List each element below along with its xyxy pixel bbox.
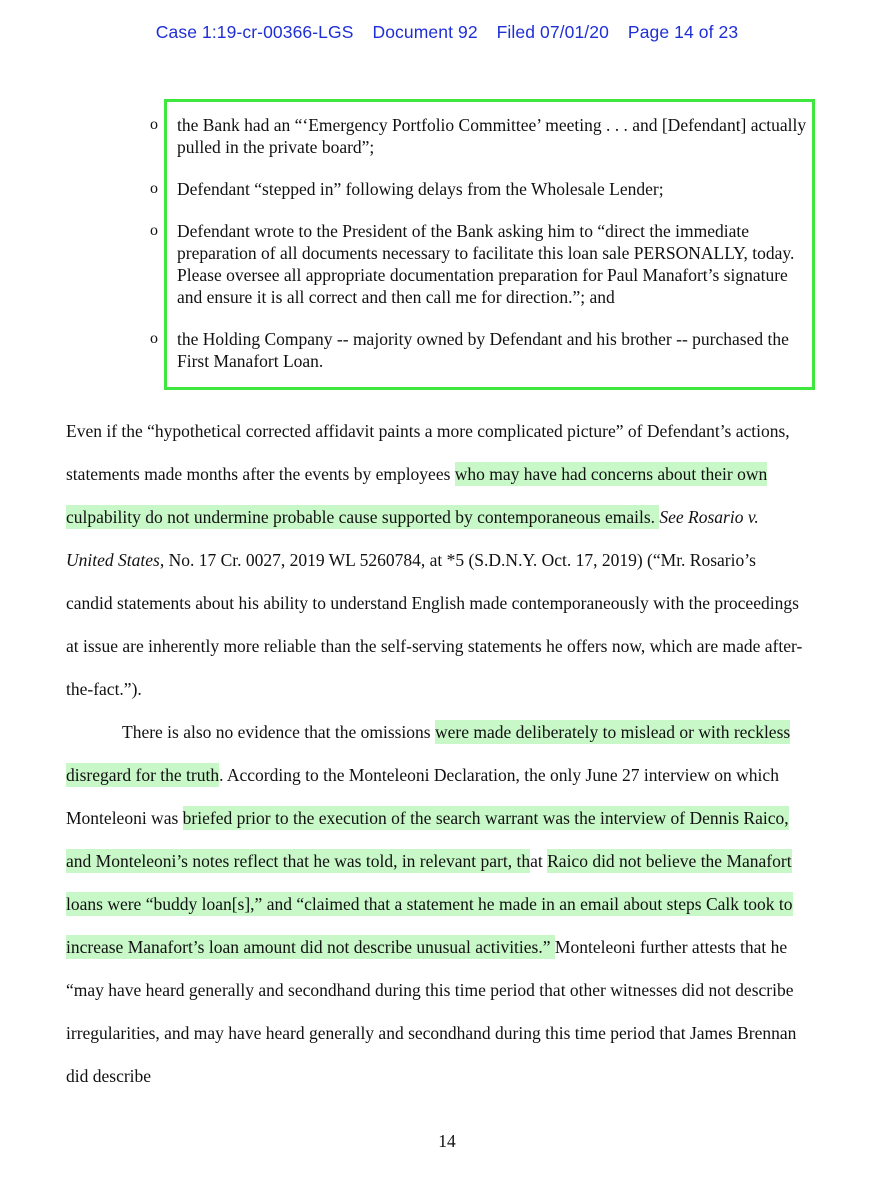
bullet-marker: o xyxy=(150,116,158,133)
highlighted-text: briefed prior to the execution of the search warrant was the interview of Dennis Raico, and Monteleoni’s notes reflect that he was told, in relevant part, th xyxy=(66,808,789,871)
document-number: Document 92 xyxy=(372,22,478,42)
paragraph-1 xyxy=(66,410,806,711)
case-citation: See Rosario v. United States xyxy=(66,507,759,570)
page-number: 14 xyxy=(438,1131,456,1151)
bullet-text: the Bank had an “‘Emergency Portfolio Committee’ meeting . . . and [Defendant] actually pulled in the private board”; xyxy=(177,115,807,157)
text-run: There is also no evidence that the omissions xyxy=(122,722,435,742)
body-text xyxy=(66,410,806,1098)
bullet-marker: o xyxy=(150,180,158,197)
bullet-list xyxy=(150,114,820,392)
highlighted-text: who may have had concerns about their own culpability do not undermine probable cause supported by contemporaneous emails. xyxy=(66,464,768,527)
filed-date: Filed 07/01/20 xyxy=(496,22,609,42)
text-run: Even if the “hypothetical corrected affidavit paints a more complicated picture” of Defendant’s actions, statements made months after the events by employees xyxy=(66,421,790,484)
list-item xyxy=(150,178,820,200)
ecf-header xyxy=(0,22,894,43)
list-item xyxy=(150,114,820,158)
bullet-text: Defendant wrote to the President of the Bank asking him to “direct the immediate preparation of all documents necessary to facilitate this loan sale PERSONALLY, today. Please oversee all appropriate documentation preparation for Paul Manafort’s signature and ensure it is all correct and then call me for direction.”; and xyxy=(177,221,795,307)
case-number: Case 1:19-cr-00366-LGS xyxy=(155,22,354,42)
text-run: , No. 17 Cr. 0027, 2019 WL 5260784, at *5 (S.D.N.Y. Oct. 17, 2019) (“Mr. Rosario’s candid statements about his ability to understand English made contemporaneously with the proceedings at issue are inherently more reliable than the self-serving statements he offers now, which are made after-the-fact.”). xyxy=(66,550,803,699)
text-run: Monteleoni further attests that he “may have heard generally and secondhand during this time period that other witnesses did not describe irregularities, and may have heard generally and secondhand during this time period that James Brennan did describe xyxy=(66,937,797,1086)
bullet-text: Defendant “stepped in” following delays from the Wholesale Lender; xyxy=(177,179,664,199)
text-run: . According to the Monteleoni Declaration, the only June 27 interview on which Monteleoni was xyxy=(66,765,779,828)
bullet-marker: o xyxy=(150,222,158,239)
text-run: at xyxy=(530,851,548,871)
highlighted-text: Raico did not believe the Manafort loans were “buddy loan[s],” and “claimed that a statement he made in an email about steps Calk took to increase Manafort’s loan amount did not describe unusual activities.” xyxy=(66,851,793,957)
paragraph-2 xyxy=(66,711,806,1098)
bullet-text: the Holding Company -- majority owned by Defendant and his brother -- purchased the First Manafort Loan. xyxy=(177,329,789,371)
page-of: Page 14 of 23 xyxy=(627,22,739,42)
list-item xyxy=(150,328,820,372)
bullet-marker: o xyxy=(150,330,158,347)
list-item xyxy=(150,220,820,308)
highlighted-text: were made deliberately to mislead or with reckless disregard for the truth xyxy=(66,722,791,785)
